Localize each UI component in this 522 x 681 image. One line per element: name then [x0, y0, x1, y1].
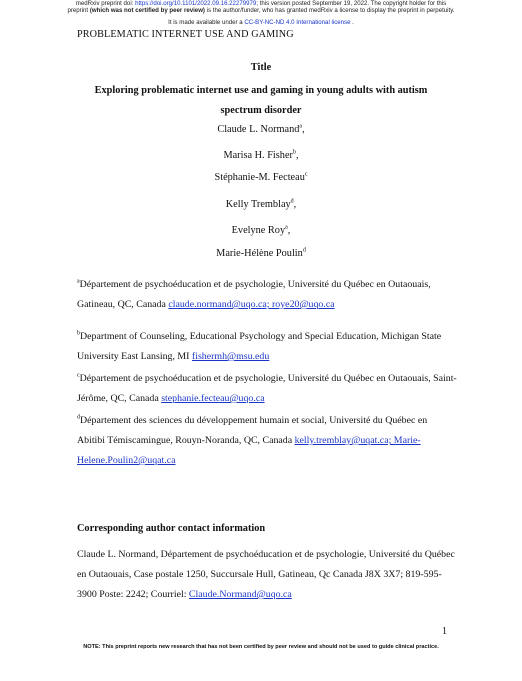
author-affiliation-marker: a [285, 224, 288, 231]
author-affiliation-marker: a [299, 123, 303, 130]
affiliation-text: Département des sciences du développement humain et social, Université du Québec en Abitibi Témiscamingue, Rouyn-Noranda, QC, Canada [77, 415, 428, 446]
email-link[interactable]: fishermh@msu.edu [191, 351, 270, 362]
author-affiliation-marker: b [292, 149, 296, 156]
author-line [0, 124, 522, 135]
author-name: Stéphanie-M. Fecteau [214, 172, 305, 183]
preprint-header-line-2 [0, 7, 522, 14]
author-name: Marisa H. Fisher [223, 150, 293, 161]
author-separator: , [287, 225, 291, 236]
paper-title-line-1: Exploring problematic internet use and gaming in young adults with autism [94, 85, 428, 96]
corresponding-author-info [77, 545, 455, 605]
affiliation-d [77, 411, 457, 471]
author-name: Kelly Tremblay [225, 199, 291, 210]
affiliation-text: Département de psychoéducation et de psychologie, Université du Québec en Outaouais, Saint-Jérôme, QC, Canada [77, 373, 457, 404]
author-line [0, 248, 522, 259]
affiliation-marker: c [77, 372, 80, 379]
header-text: ; this version posted September 19, 2022. The copyright holder for this [256, 0, 447, 7]
author-affiliation-marker: d [290, 198, 294, 205]
affiliation-marker: d [77, 414, 80, 421]
peer-review-notice: (which was not certified by peer review) [89, 7, 205, 14]
preprint-header-line-1 [0, 0, 522, 7]
affiliation-marker: a [77, 278, 80, 285]
author-affiliation-marker: d [302, 247, 306, 254]
doi-link[interactable]: https://doi.org/10.1101/2022.09.16.22279979 [135, 0, 257, 7]
header-text: medRxiv preprint doi: [75, 0, 136, 7]
preprint-footer-note: NOTE: This preprint reports new research that has not been certified by peer review and should not be used to guide clinical practice. [83, 644, 439, 650]
corresponding-author-heading: Corresponding author contact information [77, 523, 266, 534]
author-line [0, 172, 522, 183]
affiliation-a [77, 275, 457, 315]
title-label: Title [250, 62, 272, 73]
email-link[interactable]: Claude.Normand@uqo.ca [188, 589, 292, 600]
email-link[interactable]: claude.normand@uqo.ca; roye20@uqo.ca [168, 299, 335, 310]
author-line [0, 150, 522, 161]
email-link[interactable]: kelly.tremblay@uqat.ca; Marie-Helene.Poulin2@uqat.ca [77, 435, 421, 466]
author-separator: , [295, 150, 299, 161]
header-text: preprint [67, 7, 90, 14]
author-name: Marie-Hélène Poulin [216, 248, 303, 259]
running-head: PROBLEMATIC INTERNET USE AND GAMING [77, 29, 294, 40]
author-separator: , [293, 199, 297, 210]
paper-title-line-2: spectrum disorder [220, 105, 302, 116]
author-name: Evelyne Roy [231, 225, 286, 236]
author-name: Claude L. Normand [217, 124, 300, 135]
author-line [0, 199, 522, 210]
page-number: 1 [442, 626, 447, 637]
header-text: . [350, 19, 354, 26]
preprint-header-line-3 [0, 19, 522, 26]
affiliation-c [77, 369, 457, 409]
affiliation-text: Département de psychoéducation et de psychologie, Université du Québec en Outaouais, Gatineau, QC, Canada [77, 279, 431, 310]
header-text: It is made available under a [168, 19, 245, 26]
corresponding-author-text: Claude L. Normand, Département de psychoéducation et de psychologie, Université du Québec en Outaouais, Case postale 1250, Succursale Hull, Gatineau, Qc Canada J8X 3X7; 819-595-3900 Poste: 2242; Courriel: [77, 549, 455, 600]
license-link[interactable]: CC-BY-NC-ND 4.0 International license [244, 19, 351, 26]
author-line [0, 225, 522, 236]
email-link[interactable]: stephanie.fecteau@uqo.ca [161, 393, 265, 404]
header-text: is the author/funder, who has granted medRxiv a license to display the preprint in perpetuity. [204, 7, 455, 14]
affiliation-b [77, 327, 457, 367]
author-separator: , [302, 124, 305, 135]
affiliation-text: Department of Counseling, Educational Psychology and Special Education, Michigan State University East Lansing, MI [77, 331, 442, 362]
author-affiliation-marker: c [304, 171, 308, 178]
affiliation-marker: b [77, 330, 80, 337]
